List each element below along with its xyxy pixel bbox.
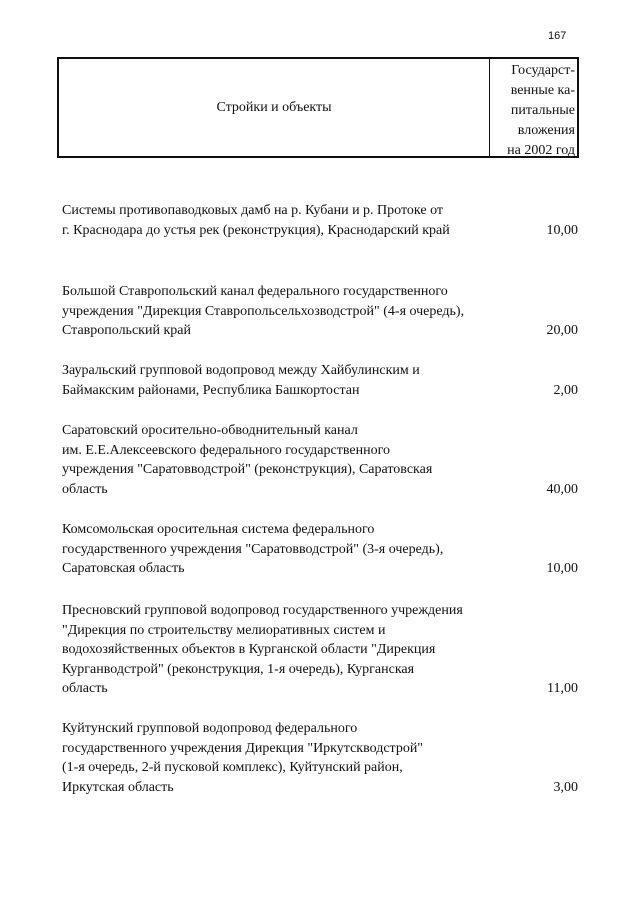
object-name-line: Саратовский оросительно-обводнительный канал bbox=[62, 423, 358, 438]
object-name-line: область bbox=[62, 681, 108, 697]
object-name-line: (1-я очередь, 2-й пусковой комплекс), Куйтунский район, bbox=[62, 760, 403, 776]
object-name-line: Зауральский групповой водопровод между Хайбулинским и bbox=[62, 363, 420, 378]
object-name-line: Комсомольская оросительная система федерального bbox=[62, 522, 375, 537]
investment-value: 3,00 bbox=[553, 779, 578, 795]
header-investments-line: вложения bbox=[517, 123, 575, 138]
object-name bbox=[62, 601, 502, 699]
investment-value: 10,00 bbox=[546, 222, 578, 238]
header-objects-label: Стройки и объекты bbox=[216, 99, 332, 115]
object-name-line: Пресновский групповой водопровод государственного учреждения bbox=[62, 603, 463, 618]
investment-value: 10,00 bbox=[546, 561, 578, 577]
object-name-line: Саратовская область bbox=[62, 561, 185, 577]
object-name-line: Системы противопаводковых дамб на р. Кубани и р. Протоке от bbox=[62, 203, 444, 218]
object-name bbox=[62, 201, 502, 240]
header-investments-line: на 2002 год bbox=[507, 143, 575, 158]
object-name bbox=[62, 282, 502, 341]
object-name-line: Ставропольский край bbox=[62, 323, 191, 339]
object-name-line: учреждения "Дирекция Ставропольсельхозводстрой" (4-я очередь), bbox=[62, 303, 465, 319]
object-name-line: учреждения "Саратовводстрой" (реконструкция), Саратовская bbox=[62, 462, 433, 478]
object-name-line: область bbox=[62, 481, 108, 497]
object-name bbox=[62, 421, 502, 499]
header-investments-cell bbox=[490, 59, 577, 156]
object-name-line: Курганводстрой" (реконструкция, 1-я очередь), Курганская bbox=[62, 661, 415, 677]
table-row bbox=[62, 520, 578, 579]
object-name-line: Куйтунский групповой водопровод федерального bbox=[62, 721, 358, 736]
object-name-line: им. Е.Е.Алексеевского федерального государственного bbox=[62, 442, 390, 458]
object-name bbox=[62, 361, 502, 400]
object-name-line: "Дирекция по строительству мелиоративных систем и bbox=[62, 622, 386, 638]
investment-value: 20,00 bbox=[546, 323, 578, 339]
header-objects-cell bbox=[59, 59, 490, 156]
investment-value: 40,00 bbox=[546, 481, 578, 497]
header-investments-line: Государст- bbox=[511, 63, 575, 78]
table-row bbox=[62, 361, 578, 400]
table-row bbox=[62, 719, 578, 797]
table-header bbox=[57, 57, 579, 158]
object-name-line: Иркутская область bbox=[62, 779, 174, 795]
header-investments-line: питальные bbox=[510, 103, 575, 118]
object-name-line: Большой Ставропольский канал федерального государственного bbox=[62, 284, 448, 299]
table-row bbox=[62, 421, 578, 499]
page-number: 167 bbox=[548, 30, 567, 42]
object-name-line: государственного учреждения "Саратовводстрой" (3-я очередь), bbox=[62, 541, 444, 557]
object-name-line: водохозяйственных объектов в Курганской области "Дирекция bbox=[62, 642, 436, 658]
object-name bbox=[62, 719, 502, 797]
investment-value: 2,00 bbox=[553, 382, 578, 398]
investment-value: 11,00 bbox=[547, 681, 578, 697]
object-name-line: Баймакским районами, Республика Башкортостан bbox=[62, 382, 360, 398]
table-row bbox=[62, 201, 578, 240]
table-row bbox=[62, 282, 578, 341]
table-row bbox=[62, 601, 578, 699]
object-name bbox=[62, 520, 502, 579]
object-name-line: государственного учреждения Дирекция "Иркутскводстрой" bbox=[62, 740, 424, 756]
header-investments-line: венные ка- bbox=[510, 83, 575, 98]
object-name-line: г. Краснодара до устья рек (реконструкция), Краснодарский край bbox=[62, 222, 450, 238]
